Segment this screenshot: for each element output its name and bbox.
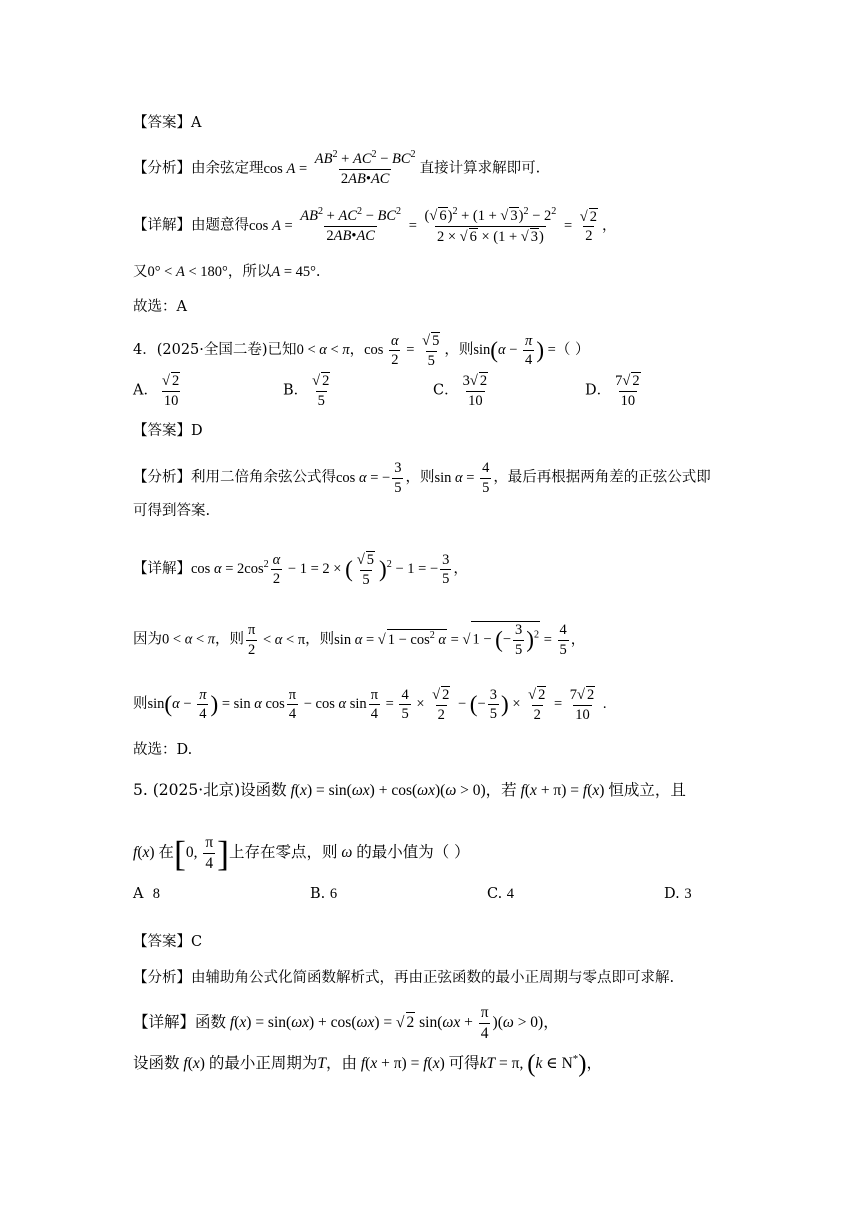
q5-detail-line2: 设函数 f(x) 的最小正周期为T，由 f(x + π) = f(x) 可得kT = π, (k ∈ N*)，	[133, 1050, 602, 1078]
answer-value: C	[191, 934, 203, 950]
q4-option-a[interactable]: A． $\frac{√ 2}{10}$	[133, 373, 180, 409]
q5-answer-line: 【答案】C	[133, 934, 203, 950]
q5-option-b[interactable]: B. 6	[310, 886, 338, 902]
q5-stem: 5. (2025·北京)设函数 f(x) = sin(ωx) + cos(ωx)(ω > 0)，若 f(x + π) = f(x) 恒成立，且	[133, 781, 686, 799]
analysis-label: 【分析】	[133, 160, 191, 177]
q4-answer-line: 【答案】D	[133, 423, 203, 439]
q4-conclusion: 故选：D.	[133, 742, 193, 758]
q4-detail-line3: 则sin(α − $\frac{\pi}{4}$ ) = sin α cos $\frac{\pi}{4}$ − cos α sin $\frac{\pi}{4}$ = $\frac{4}{5}$ × $\frac{√ 2}{2}$ − (− $\frac{3}{5}$ ) × $\frac{√ 2}{2}$ = $\frac{7√ 2}{10}$ .	[133, 686, 607, 723]
q5-options	[133, 886, 733, 930]
q5-option-d[interactable]: D. 3	[664, 886, 692, 902]
q3-detail-formula: cos A = $\frac{AB^2 + AC^2 - BC^2}{2AB•AC}$ = $\frac{(√ 6)^2 + (1 + √ 3)^2 - 2^2}{2 \times √ 6 \times (1 + √ 3)}$ = $\frac{√ 2}{2}$ ，	[249, 206, 617, 245]
cosine-law-formula: cos A = $\frac{AB^2 + AC^2 - BC^2}{2AB•AC}$	[263, 149, 416, 187]
q5-analysis-line: 【分析】由辅助角公式化简函数解析式，再由正弦函数的最小正周期与零点即可求解.	[133, 970, 675, 986]
q4-option-b[interactable]: B． $\frac{√ 2}{5}$	[283, 373, 330, 409]
q5-option-a[interactable]: A 8	[133, 886, 160, 902]
q3-detail-line: 【详解】由题意得cos A = $\frac{AB^2 + AC^2 - BC^2}{2AB•AC}$ = $\frac{(√ 6)^2 + (1 + √ 3)^2 - 2^2}{2 \times √ 6 \times (1 + √ 3)}$ = $\frac{√ 2}{2}$ ，	[133, 206, 617, 245]
q5-detail-line: 【详解】函数 f(x) = sin(ωx) + cos(ωx) = √ 2 sin(ωx + $\frac{\pi}{4}$ )(ω > 0)，	[133, 1004, 559, 1042]
q3-analysis-line: 【分析】由余弦定理cos A = $\frac{AB^2 + AC^2 - BC^2}{2AB•AC}$ 直接计算求解即可.	[133, 149, 541, 187]
answer-value: A	[191, 115, 202, 131]
answer-label: 【答案】	[133, 115, 191, 131]
q3-note-line: 又0° < A < 180°，所以A = 45°.	[133, 264, 321, 280]
q4-detail-line2: 因为0 < α < π，则 $\frac{\pi}{2}$ < α < π，则sin α = √ $1 - \cos^2 \alpha$ = √ 1 − (− $\frac{3}{5}$ )$^2$ = $\frac{4}{5}$ ，	[133, 622, 586, 658]
q4-option-c[interactable]: C． $\frac{3√ 2}{10}$	[433, 373, 488, 409]
q4-stem: 4．(2025·全国二卷)已知0 < α < π，cos $\frac{\alpha}{2}$ = $\frac{√ 5}{5}$ ，则sin(α − $\frac{\pi}{4}$ ) =（ ）	[133, 332, 590, 369]
q4-options	[133, 372, 733, 416]
q4-analysis-line: 【分析】利用二倍角余弦公式得cos α = − $\frac{3}{5}$ ，则sin α = $\frac{4}{5}$ ，最后再根据两角差的正弦公式即	[133, 460, 711, 496]
q5-stem-line2: f(x) 在[0, $\frac{\pi}{4}$ ]上存在零点，则 ω 的最小值为（ ）	[133, 833, 470, 874]
q4-detail-line: 【详解】$\cos \alpha = 2\cos^2$ $\frac{\alpha}{2}$ − 1 = 2 × ( $\frac{√ 5}{5}$ )$^2$ − 1 = − $\frac{3}{5}$ ，	[133, 551, 468, 588]
q3-answer-line	[133, 113, 201, 133]
q3-conclusion: 故选：A	[133, 299, 187, 315]
q5-option-c[interactable]: C. 4	[487, 886, 515, 902]
q4-option-d[interactable]: D． $\frac{7√ 2}{10}$	[585, 373, 640, 409]
detail-label: 【详解】	[133, 217, 191, 234]
q4-analysis-line2: 可得到答案.	[133, 503, 211, 519]
answer-value: D	[191, 423, 203, 439]
